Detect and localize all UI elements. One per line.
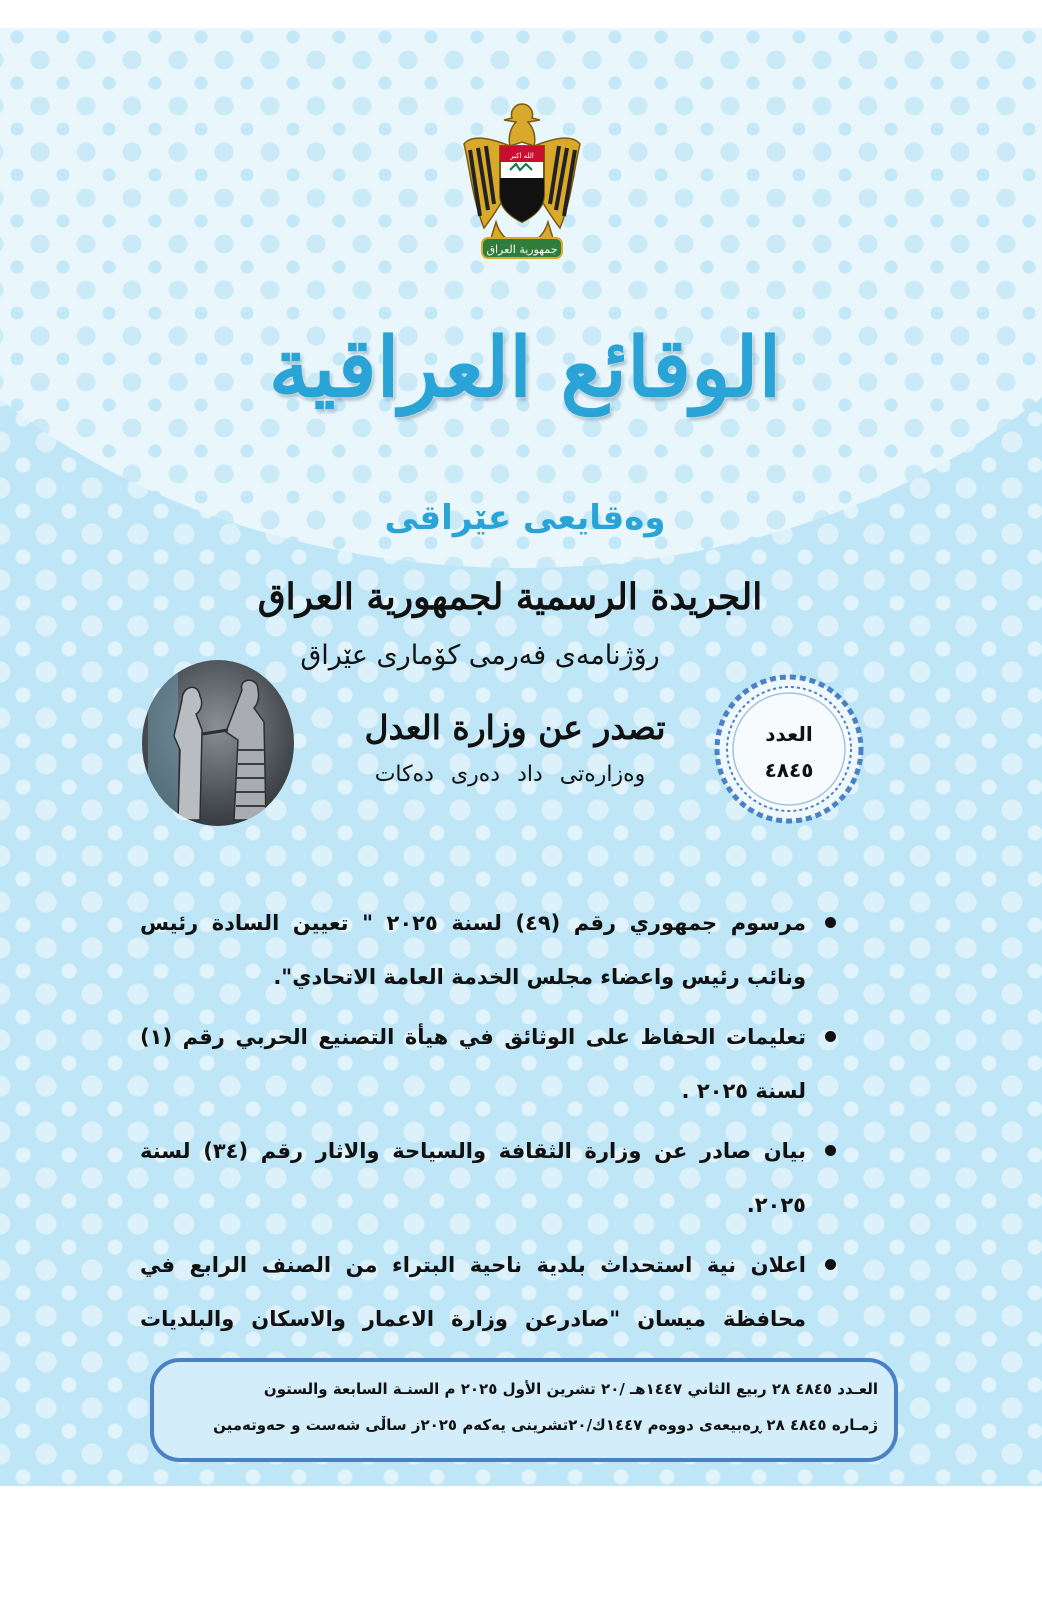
publisher-line: تصدر عن وزارة العدل (364, 708, 666, 747)
emblem-flag-text: الله اكبر (510, 152, 534, 160)
gazette-title-kurdish: وەقايعى عێراقى (384, 498, 666, 538)
footer-kurdish-line: ژمـاره ٤٨٤٥ ٢٨ ڕەبیعەی دووەم ١٤٤٧ك/٢٠تشرینی یەکەم ٢٠٢٥ز ساڵی شەست و حەوتەمین (213, 1416, 878, 1434)
contents-list (140, 896, 840, 1406)
contents-item: بيان صادر عن وزارة الثقافة والسياحة والاثار رقم (٣٤) لسنة ٢٠٢٥. (140, 1124, 840, 1232)
contents-item: اعلان نية استحداث بلدية ناحية البتراء من الصنف الرابع في محافظة ميسان "صادرعن وزارة الاعمار والاسكان والبلديات (140, 1238, 840, 1400)
contents-item: تعليمات الحفاظ على الوثائق في هيأة التصنيع الحربي رقم (١) لسنة ٢٠٢٥ . (140, 1010, 840, 1118)
gazette-cover (0, 28, 1042, 1486)
emblem-caption: جمهورية العراق (486, 243, 558, 256)
footer-arabic-line: العـدد ٤٨٤٥ ٢٨ ربيع الثاني ١٤٤٧هـ /٢٠ تشرين الأول ٢٠٢٥ م السنـة السابعة والستون (263, 1380, 878, 1398)
hammurabi-stele-image (142, 660, 294, 826)
publisher-line-kurdish: وەزارەتی داد دەری دەکات (374, 762, 646, 787)
issue-number: ٤٨٤٥ (764, 758, 814, 782)
issue-label: العدد (765, 722, 813, 746)
gazette-title: الوقائع العراقية (268, 320, 782, 416)
issue-number-block (712, 716, 866, 788)
iraq-eagle-emblem-icon (460, 98, 585, 268)
official-gazette-heading: الجريدة الرسمية لجمهورية العراق (257, 576, 763, 618)
official-gazette-heading-kurdish: رۆژنامەی فەرمی کۆماری عێراق (300, 640, 660, 671)
contents-item: مرسوم جمهوري رقم (٤٩) لسنة ٢٠٢٥ " تعيين السادة رئيس ونائب رئيس واعضاء مجلس الخدمة العامة الاتحادي". (140, 896, 840, 1004)
issue-date-footer (150, 1358, 898, 1462)
